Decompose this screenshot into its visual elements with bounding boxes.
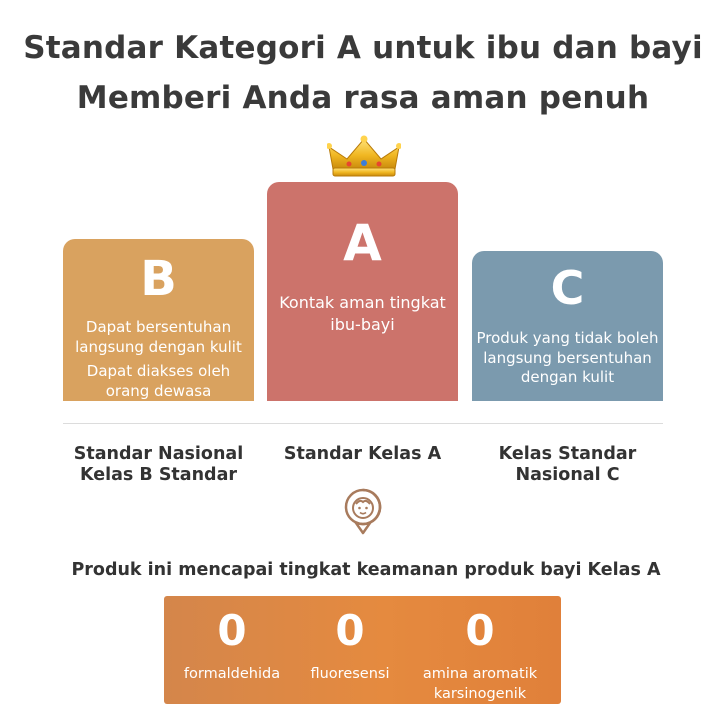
stat-label: fluoresensi (310, 666, 390, 682)
baby-face-icon (343, 487, 383, 537)
grade-b-letter: B (140, 251, 177, 307)
grade-b-desc-1: Dapat bersentuhan langsung dengan kulit (75, 318, 242, 356)
standard-c-label: Kelas Standar Nasional C (498, 444, 637, 485)
zero-stats-panel (164, 596, 561, 704)
standard-b-label: Standar Nasional Kelas B Standar (73, 444, 244, 485)
achievement-text: Produk ini mencapai tingkat keamanan produk bayi Kelas A (71, 560, 661, 580)
grade-a-letter: A (343, 214, 382, 272)
stat-formaldehyde (164, 596, 300, 684)
stat-label: formaldehida (183, 666, 281, 682)
stat-carcinogenic-amines (400, 596, 560, 704)
stat-value: 0 (335, 606, 365, 655)
headline-line-2: Memberi Anda rasa aman penuh (76, 80, 650, 116)
stat-value: 0 (465, 606, 495, 655)
grade-c-letter: C (550, 261, 585, 315)
divider (63, 423, 663, 424)
standard-a-label: Standar Kelas A (283, 444, 442, 464)
headline-line-1: Standar Kategori A untuk ibu dan bayi (23, 30, 703, 66)
crown-icon (327, 135, 401, 179)
grade-c-block (472, 251, 663, 401)
stat-value: 0 (217, 606, 247, 655)
stat-fluorescence (300, 596, 400, 684)
grade-b-block (63, 239, 254, 401)
grade-a-desc: Kontak aman tingkat ibu-bayi (279, 293, 446, 334)
stat-label: amina aromatik karsinogenik (422, 666, 538, 702)
grade-a-block (267, 182, 458, 401)
grade-b-desc-2: Dapat diakses oleh orang dewasa (86, 362, 231, 400)
grade-c-desc: Produk yang tidak boleh langsung bersentuhan dengan kulit (476, 329, 659, 386)
